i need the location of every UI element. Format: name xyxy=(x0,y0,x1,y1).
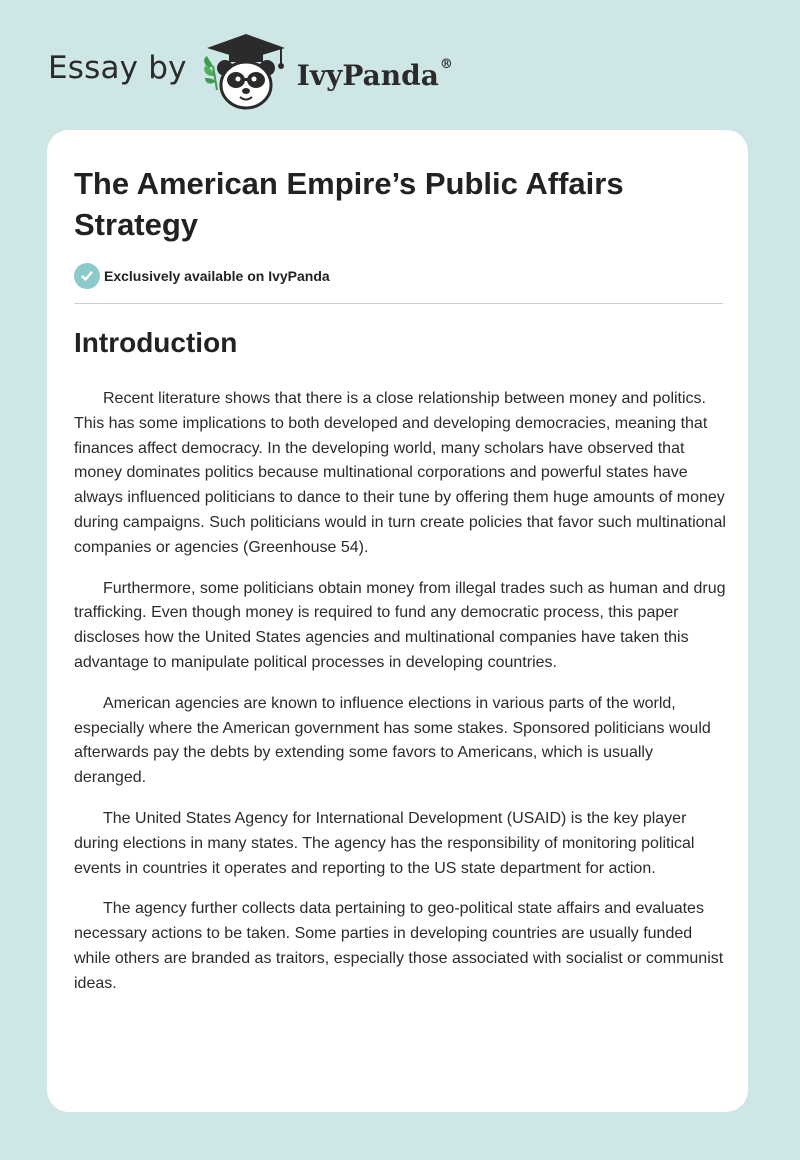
registered-mark: ® xyxy=(439,56,453,72)
exclusive-badge xyxy=(74,263,330,289)
exclusive-label: Exclusively available on IvyPanda xyxy=(104,268,330,284)
check-circle-icon xyxy=(74,263,100,289)
brand-name[interactable]: IvyPanda® xyxy=(296,56,453,92)
section-heading: Introduction xyxy=(74,327,238,358)
essay-title: The American Empire’s Public Affairs Strategy xyxy=(74,166,624,242)
panda-logo-icon[interactable] xyxy=(201,30,291,114)
paragraph: Furthermore, some politicians obtain money from illegal trades such as human and drug trafficking. Even though money is required to fund any democratic process, this paper discloses how the United States agencies and multinational companies have taken this advantage to manipulate political processes in developing countries. xyxy=(74,579,726,671)
essay-by-label: Essay by xyxy=(48,50,187,86)
paragraph: American agencies are known to influence elections in various parts of the world, especially where the American government has some stakes. Sponsored politicians would afterwards pay the debts by extending some favors to Americans, which is usually deranged. xyxy=(74,694,711,787)
paragraph: The United States Agency for International Development (USAID) is the key player during elections in many states. The agency has the responsibility of monitoring political events in countries it operates and reporting to the US state department for action. xyxy=(74,809,695,877)
paragraph: Recent literature shows that there is a close relationship between money and politics. This has some implications to both developed and developing democracies, meaning that finances affect democracy. In the developing world, many scholars have observed that money dominates politics because multinational corporations and powerful states have always influenced politicians to dance to their tune by offering them huge amounts of money during campaigns. Such politicians would in turn create policies that favor such multinational companies or agencies (Greenhouse 54). xyxy=(74,390,726,556)
ivy-leaf-icon xyxy=(204,56,217,90)
divider xyxy=(74,303,723,304)
site-header xyxy=(48,30,453,114)
essay-body xyxy=(74,387,726,1013)
essay-card xyxy=(47,130,748,1112)
paragraph: The agency further collects data pertaining to geo-political state affairs and evaluates necessary actions to be taken. Some parties in developing countries are usually funded while others are branded as traitors, especially those associated with socialist or communist ideas. xyxy=(74,900,724,992)
